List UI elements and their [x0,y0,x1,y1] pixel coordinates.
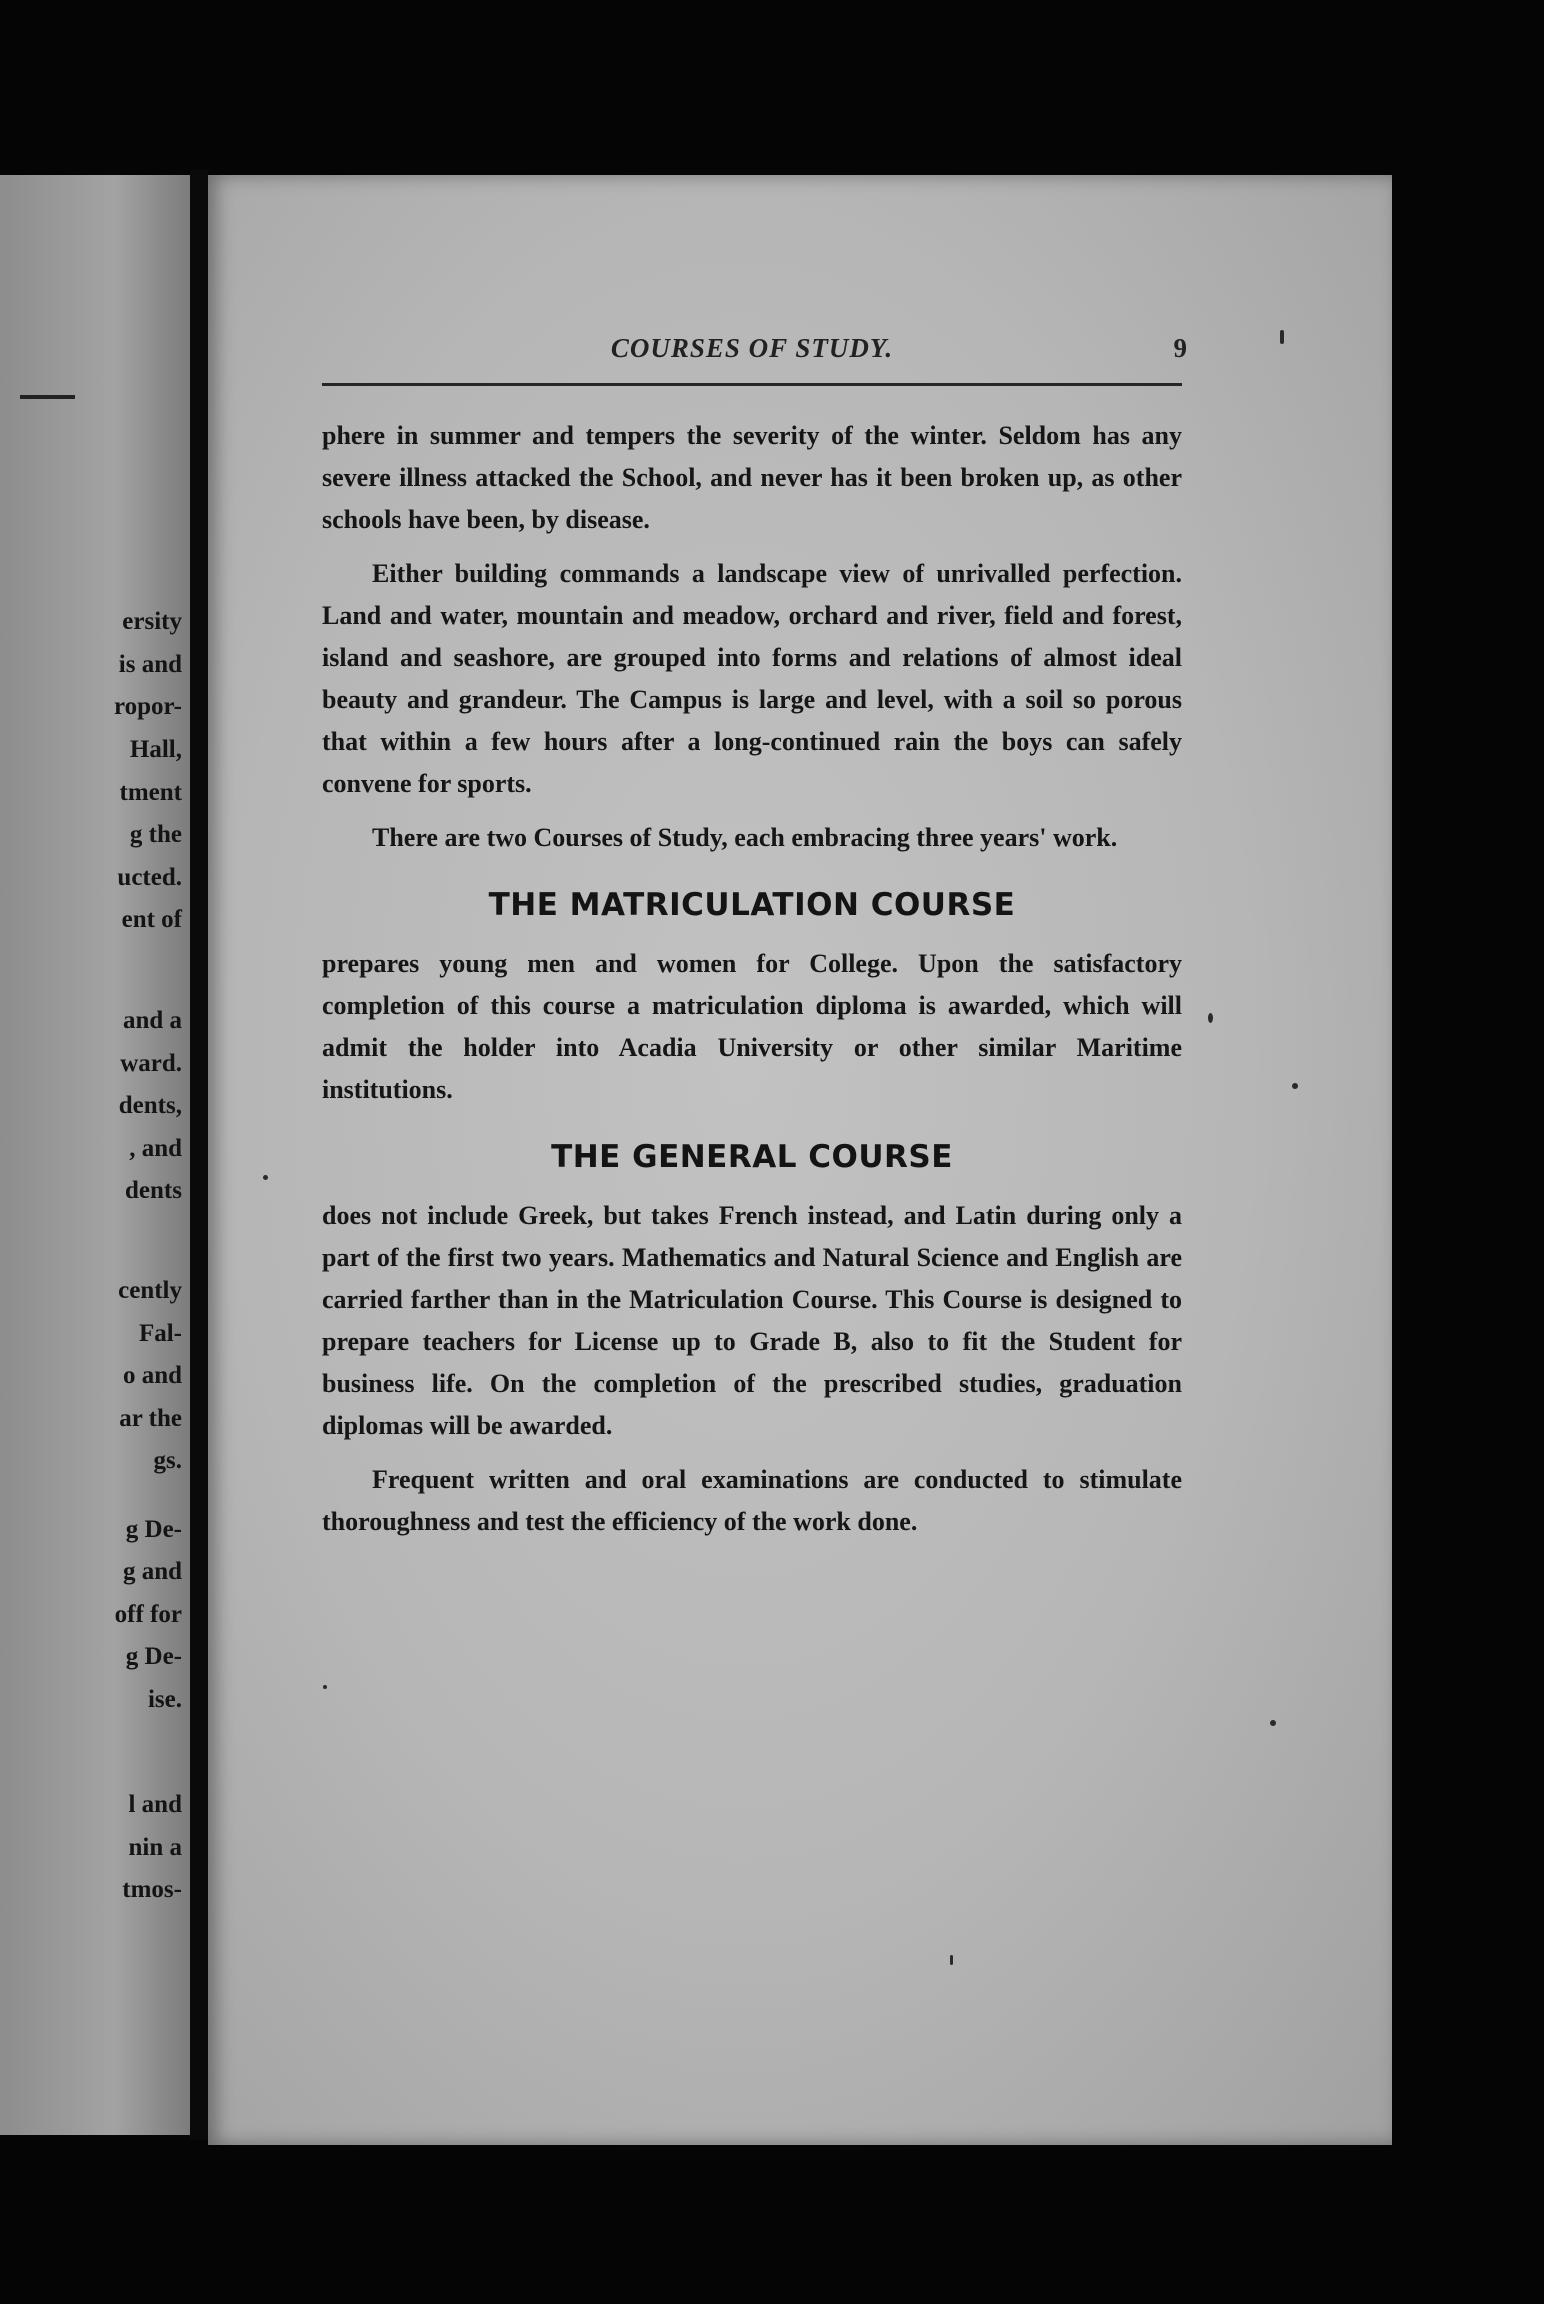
page-number: 9 [1173,333,1187,363]
section-heading: THE MATRICULATION COURSE [488,887,1016,923]
left-fragment: Fal- [138,1320,182,1347]
page-body [322,415,1182,1555]
document-page [208,175,1392,2145]
ink-speck [1208,1013,1213,1023]
running-head-title: COURSES OF STUDY. [610,333,894,363]
ink-speck [263,1175,268,1180]
left-fragment: tment [119,779,182,806]
left-fragment: dents, [118,1092,182,1119]
ink-speck [1270,1720,1276,1726]
left-fragment: gs. [153,1447,182,1474]
left-fragment: g the [129,821,182,848]
paragraph: Frequent written and oral examinations are conducted to stimulate thoroughness and test the efficiency of the work done. [322,1465,1182,1536]
left-page-rule [20,395,75,399]
left-fragment: is and [118,651,182,678]
left-fragment: dents [125,1177,182,1204]
left-fragment: Hall, [129,736,182,763]
left-fragment: l and [128,1791,182,1818]
ink-speck [950,1955,953,1965]
left-fragment: ward. [120,1050,182,1077]
paragraph: does not include Greek, but takes French instead, and Latin during only a part of the first two years. Mathematics and Natural Science and English are carried farther than in the Matriculation Course. This Course is designed to prepare teachers for License up to Grade B, also to fit the Student for business life. On the completion of the prescribed studies, graduation diplomas will be awarded. [322,1201,1182,1440]
header-rule [322,383,1182,386]
left-fragment: and a [122,1007,182,1034]
left-fragment: ucted. [117,864,182,891]
book-gutter [190,170,208,2140]
left-fragment: , and [129,1135,182,1162]
left-fragment: o and [122,1362,182,1389]
left-fragment: ersity [122,608,182,635]
left-facing-page [0,175,190,2135]
paragraph: phere in summer and tempers the severity of the winter. Seldom has any severe illness attacked the School, and never has it been broken up, as other schools have been, by disease. [322,421,1182,534]
ink-speck [1292,1083,1298,1089]
ink-speck [1280,330,1284,344]
paragraph: Either building commands a landscape view of unrivalled perfection. Land and water, mountain and meadow, orchard and river, field and forest, island and seashore, are grouped into forms and relations of almost ideal beauty and grandeur. The Campus is large and level, with a soil so porous that within a few hours after a long-continued rain the boys can safely convene for sports. [322,559,1182,798]
left-fragment: ropor- [113,693,182,720]
left-fragment: g De- [125,1643,182,1670]
left-fragment: g and [122,1558,182,1585]
ink-speck [323,1685,327,1689]
left-fragment: nin a [128,1834,182,1861]
left-fragment: cently [118,1277,182,1304]
section-heading: THE GENERAL COURSE [551,1139,953,1175]
left-fragment: ise. [147,1686,182,1713]
running-head [322,333,1187,373]
left-fragment: off for [114,1601,182,1628]
paragraph: There are two Courses of Study, each embracing three years' work. [372,823,1118,852]
left-fragment: ar the [119,1405,182,1432]
left-fragment: ent of [121,906,182,933]
paragraph: prepares young men and women for College. Upon the satisfactory completion of this course a matriculation diploma is awarded, which will admit the holder into Acadia University or other similar Maritime institutions. [322,949,1182,1104]
left-fragment: g De- [125,1516,182,1543]
left-fragment: tmos- [122,1876,182,1903]
